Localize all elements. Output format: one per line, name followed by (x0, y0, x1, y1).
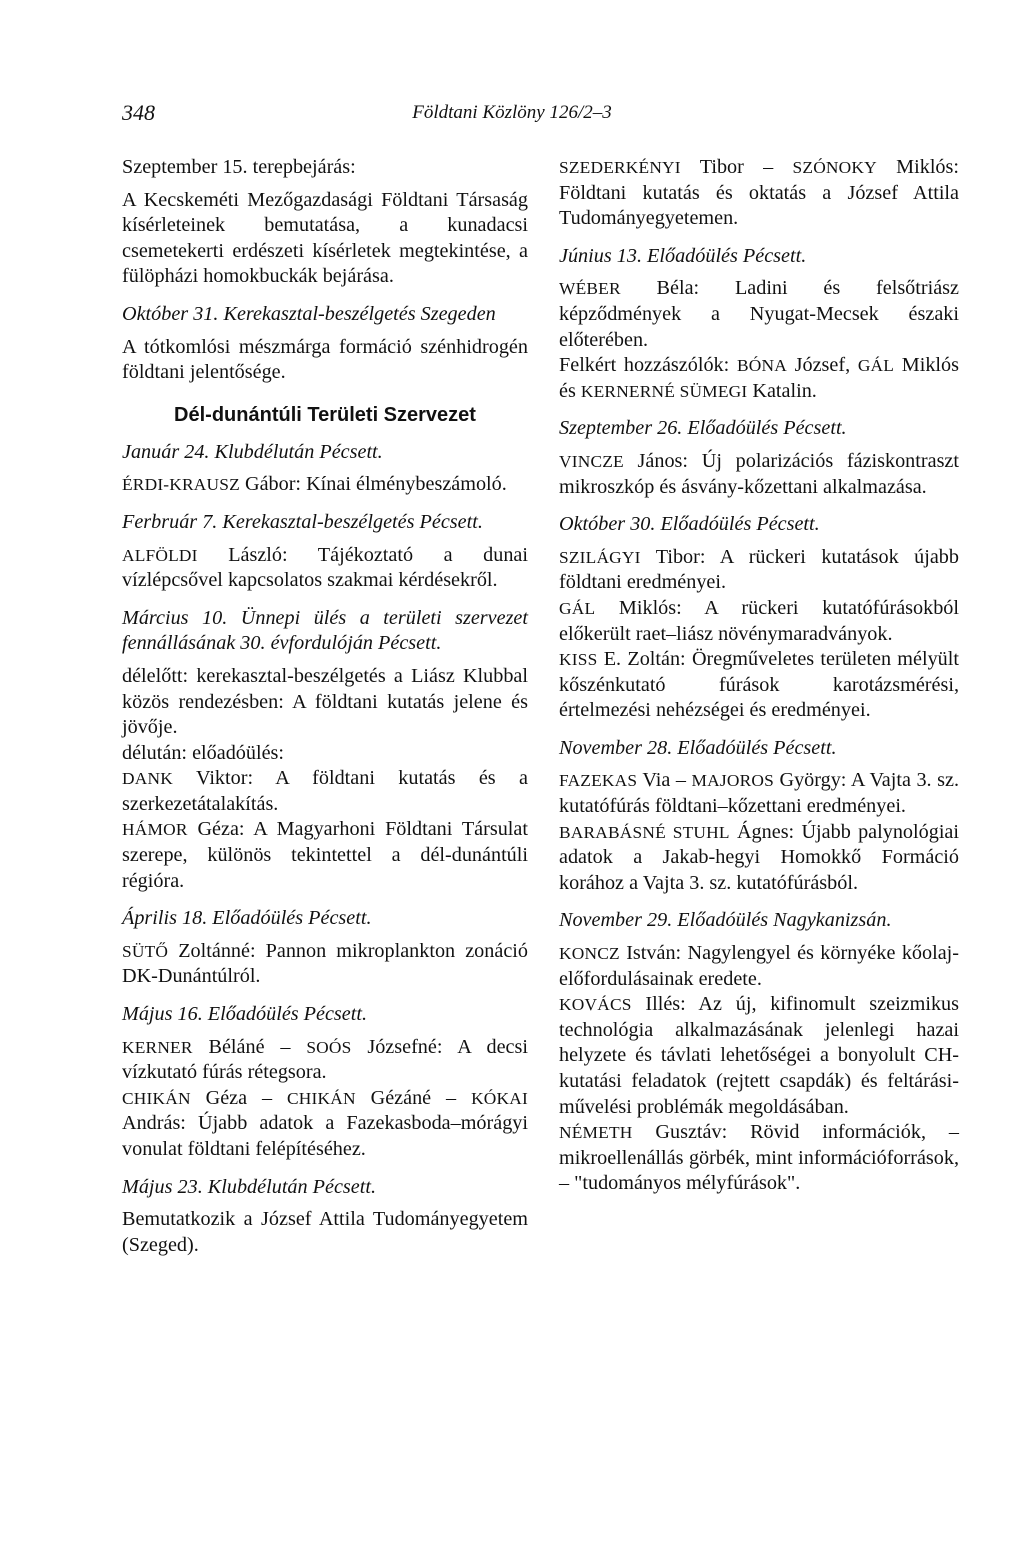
speaker-name: NÉMETH (559, 1123, 633, 1143)
event-text: délelőtt: kerekasztal-beszélgetés a Liász Klubbal közös rendezésben: A földtani kutatás jelene és jövője. (122, 664, 528, 739)
event-date: November 29. Előadóülés Nagykanizsán. (559, 909, 892, 932)
lecture-text: Béla: Ladini és felsőtriász képződmények a Nyugat-Mecsek északi előterében. (559, 277, 959, 351)
lecture-text: István: Nagylengyel és környéke kőolaj-előfordulásainak eredete. (559, 942, 959, 990)
lecture-text: Béláné – (192, 1035, 307, 1058)
journal-title: Földtani Közlöny 126/2–3 (412, 102, 612, 123)
lecture-text: Illés: Az új, kifinomult szeizmikus technológia alkalmazásának jelenlegi hazai helyzete és távlati lehetőségei a bonyolult CH-kutatási feladatok (rejtett csapdák) és feltárási-művelési problémák megoldásában. (559, 993, 959, 1118)
event-text: délután: előadóülés: (122, 741, 285, 764)
lecture-entry (559, 449, 959, 500)
lecture-text: Zoltánné: Pannon mikroplankton zonáció DK-Dunántúlról. (122, 939, 528, 988)
lecture-text: Gusztáv: Rövid információk, – mikroellenállás görbék, mint információforrások, – "tudományos mélyfúrások". (559, 1121, 959, 1195)
event-date: Június 13. Előadóülés Pécsett. (559, 244, 807, 267)
speaker-name: SZEDERKÉNYI (559, 158, 681, 177)
speaker-name: CHIKÁN (122, 1088, 191, 1108)
lecture-text: András: Újabb adatok a Fazekasboda–mórágyi vonulat földtani felépítéséhez. (122, 1112, 528, 1160)
lecture-entry (559, 1120, 959, 1197)
speaker-name: FAZEKAS (559, 771, 638, 791)
running-head (122, 100, 902, 132)
event-date: Ferbruár 7. Kerekasztal-beszélgetés Pécsett. (122, 510, 483, 533)
event-text: A Kecskeméti Mezőgazdasági Földtani Társaság kísérleteinek bemutatása, a kunadacsi csemetekerti erdészeti kísérletek megtekintése, a fülöpházi homokbuckák bejárása. (122, 188, 528, 288)
speaker-name: HÁMOR (122, 820, 188, 840)
section-heading: Dél-dunántúli Területi Szervezet (174, 403, 476, 426)
lecture-text: E. Zoltán: Öregműveletes területen mélyült kőszénkutató fúrások karotázsmérési, értelmezési nehézségei és eredményei. (559, 648, 959, 722)
lecture-text: Miklós és (559, 354, 959, 402)
speaker-name: DANK (122, 769, 173, 789)
lecture-text: Gézáné – (355, 1086, 472, 1109)
discussants-entry (559, 353, 959, 404)
speaker-name: MAJOROS (691, 771, 774, 791)
lecture-text: Viktor: A földtani kutatás és a szerkezetátalakítás. (122, 767, 528, 815)
lecture-text: László: Tájékoztató a dunai vízlépcsővel kapcsolatos szakmai kérdésekről. (122, 543, 528, 592)
speaker-name: CHIKÁN (287, 1088, 356, 1108)
speaker-name: KERNER (122, 1037, 193, 1057)
left-column (122, 155, 528, 1258)
lecture-text: Via – (637, 769, 692, 792)
lecture-text: József, (786, 354, 858, 377)
lecture-text: György: A Vajta 3. sz. kutatófúrás földtani–kőzettani eredményei. (559, 769, 959, 818)
speaker-name: SZÓNOKY (792, 158, 877, 177)
lecture-entry (122, 817, 528, 894)
speaker-name: BÓNA (736, 356, 787, 376)
lecture-entry (122, 939, 528, 990)
lecture-text: Tibor: A rückeri kutatások újabb földtani eredményei. (559, 545, 959, 594)
speaker-name: SOÓS (306, 1037, 352, 1057)
speaker-name: SÜTŐ (122, 941, 169, 961)
speaker-name: GÁL (857, 356, 895, 376)
event-date: Május 23. Klubdélután Pécsett. (122, 1175, 376, 1198)
lecture-entry (559, 545, 959, 596)
lecture-entry (559, 820, 959, 897)
lecture-text: Józsefné: A decsi vízkutató fúrás rétegsora. (122, 1035, 528, 1084)
lecture-text: Miklós: A rückeri kutatófúrásokból előkerült raet–liász növénymaradványok. (559, 596, 959, 645)
event-date: Október 30. Előadóülés Pécsett. (559, 513, 820, 536)
lecture-text: Tibor – (680, 156, 793, 178)
speaker-name: KERNERNÉ SÜMEGI (580, 381, 748, 401)
lecture-entry (559, 992, 959, 1120)
event-date: November 28. Előadóülés Pécsett. (559, 736, 837, 759)
lecture-entry (559, 155, 959, 232)
speaker-name: KOVÁCS (559, 995, 632, 1015)
event-date: Január 24. Klubdélután Pécsett. (122, 440, 383, 463)
lecture-entry (122, 1086, 528, 1163)
speaker-name: KONCZ (559, 944, 620, 964)
speaker-name: SZILÁGYI (559, 547, 641, 567)
lecture-entry (559, 647, 959, 724)
lecture-text: Ágnes: Újabb palynológiai adatok a Jakab-hegyi Homokkő Formáció korához a Vajta 3. sz. kutatófúrásból. (559, 820, 959, 894)
event-date: Szeptember 26. Előadóülés Pécsett. (559, 417, 847, 440)
speaker-name: KISS (559, 650, 598, 670)
lecture-entry (559, 596, 959, 647)
lecture-entry (122, 543, 528, 594)
lecture-entry (122, 472, 528, 498)
lecture-text: Géza – (190, 1086, 287, 1109)
event-date: Május 16. Előadóülés Pécsett. (122, 1003, 368, 1026)
lecture-text: Miklós: Földtani kutatás és oktatás a József Attila Tudományegyetemen. (559, 156, 959, 230)
page-number: 348 (122, 100, 155, 125)
lecture-entry (122, 1035, 528, 1086)
lecture-text: Géza: A Magyarhoni Földtani Társulat szerepe, különös tekintettel a dél-dunántúli régióra. (122, 818, 528, 892)
event-text: A tótkomlósi mészmárga formáció szénhidrogén földtani jelentősége. (122, 335, 528, 384)
speaker-name: KÓKAI (471, 1088, 528, 1108)
lecture-entry (559, 276, 959, 353)
lecture-text: Katalin. (747, 379, 817, 402)
event-date: Október 31. Kerekasztal-beszélgetés Szegeden (122, 302, 496, 325)
discussants-label: Felkért hozzászólók: (559, 354, 737, 377)
lecture-entry (559, 941, 959, 992)
event-date: Szeptember 15. terepbejárás: (122, 156, 356, 178)
lecture-entry (559, 768, 959, 819)
event-date: Április 18. Előadóülés Pécsett. (122, 907, 372, 930)
lecture-entry (122, 766, 528, 817)
speaker-name: BARABÁSNÉ STUHL (559, 822, 730, 842)
speaker-name: ÉRDI-KRAUSZ (122, 475, 240, 495)
event-text: Bemutatkozik a József Attila Tudományegyetem (Szeged). (122, 1208, 528, 1256)
speaker-name: ALFÖLDI (122, 545, 198, 565)
lecture-text: János: Új polarizációs fáziskontraszt mikroszkóp és ásvány-kőzettani alkalmazása. (559, 449, 959, 498)
right-column (559, 155, 959, 1197)
speaker-name: WÉBER (559, 279, 621, 299)
lecture-text: Gábor: Kínai élménybeszámoló. (239, 473, 507, 496)
event-date: Március 10. Ünnepi ülés a területi szervezet fennállásának 30. évfordulóján Pécsett. (122, 606, 528, 655)
speaker-name: GÁL (559, 598, 596, 618)
speaker-name: VINCZE (559, 451, 624, 471)
